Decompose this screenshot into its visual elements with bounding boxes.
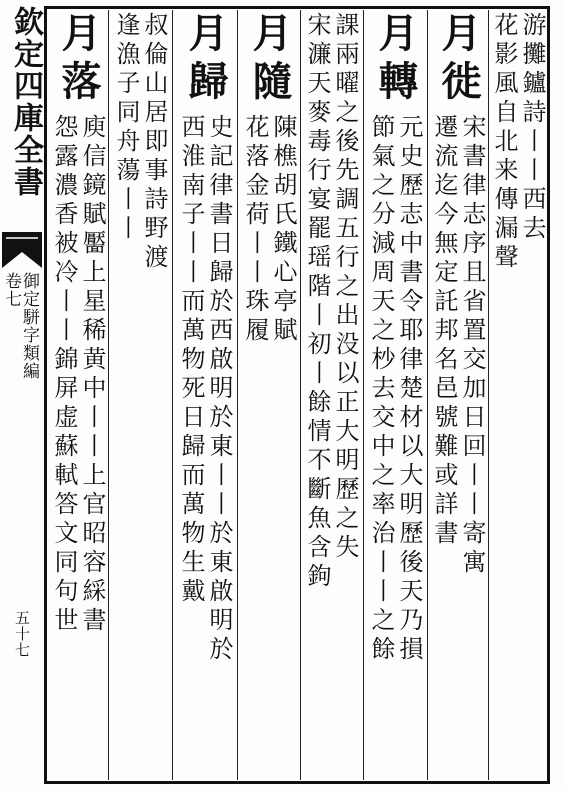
entry-heading: 月轉 [372, 12, 419, 108]
column-rule [172, 10, 173, 780]
entry-body [50, 114, 106, 636]
text-line: 西淮南子丨丨而萬物死日歸而萬物生戴 [177, 114, 205, 607]
text-line: 節氣之分減周天之杪去交中之率治丨丨之餘 [367, 114, 395, 665]
column-rule [237, 10, 238, 780]
column-rule [108, 10, 109, 780]
column-rule [488, 10, 489, 780]
entry-heading: 月落 [55, 12, 102, 108]
text-line: 庾信鏡賦靨上星稀黄中丨丨上官昭容綵書 [78, 114, 106, 636]
margin-subtitle-right: 御定駢字類編 [19, 272, 39, 380]
book-title: 欽定四庫全書 [8, 6, 43, 198]
entry-body [241, 114, 297, 346]
entry-column-8 [48, 12, 108, 772]
text-line: 宋濂天麥毒行宴罷瑶階丨初丨餘情不斷魚含鉤 [303, 12, 331, 592]
left-margin [0, 0, 44, 790]
entry-body [367, 114, 423, 665]
page-number: 五十七 [13, 610, 31, 658]
entry-body [177, 114, 233, 665]
text-line: 叔倫山居即事詩野渡 [140, 12, 168, 273]
text-line: 游攤鑪詩丨丨西去 [518, 12, 546, 244]
margin-subtitle-left: 卷七 [1, 272, 21, 308]
entry-heading: 月徙 [435, 12, 482, 108]
text-line: 宋書律志序且省置交加日回丨丨寄寓 [458, 114, 486, 578]
column-rule [300, 10, 301, 780]
margin-subtitle [1, 272, 39, 380]
text-line: 史記律書日歸於西啟明於東丨丨於東啟明於 [205, 114, 233, 665]
text-line: 陳樵胡氏鐵心亭賦 [269, 114, 297, 346]
text-line: 花影風自北来傳漏聲 [490, 12, 518, 273]
entry-heading: 月歸 [182, 12, 229, 108]
text-line: 遷流迄今無定託邦名邑號難或詳書 [430, 114, 458, 549]
text-column-1 [490, 12, 546, 772]
text-column-4 [303, 12, 359, 772]
text-line: 怨露濃香被冷丨丨錦屏虚蘇軾答文同句世 [50, 114, 78, 636]
entry-body [430, 114, 486, 578]
text-line: 花落金荷丨丨珠履 [241, 114, 269, 346]
entry-column-2 [428, 12, 488, 772]
text-column-7 [112, 12, 168, 772]
text-line: 逢漁子同舟蕩丨丨 [112, 12, 140, 244]
entry-column-3 [365, 12, 425, 772]
fish-tail-mark-icon [0, 230, 44, 270]
column-rule [363, 10, 364, 780]
entry-column-5 [239, 12, 299, 772]
entry-column-6 [175, 12, 235, 772]
text-line: 元史歷志中書令耶律楚材以大明歷後天乃損 [395, 114, 423, 665]
entry-heading: 月隨 [246, 12, 293, 108]
text-line: 課兩曜之後先調五行之出没以正大明歷之失 [331, 12, 359, 563]
